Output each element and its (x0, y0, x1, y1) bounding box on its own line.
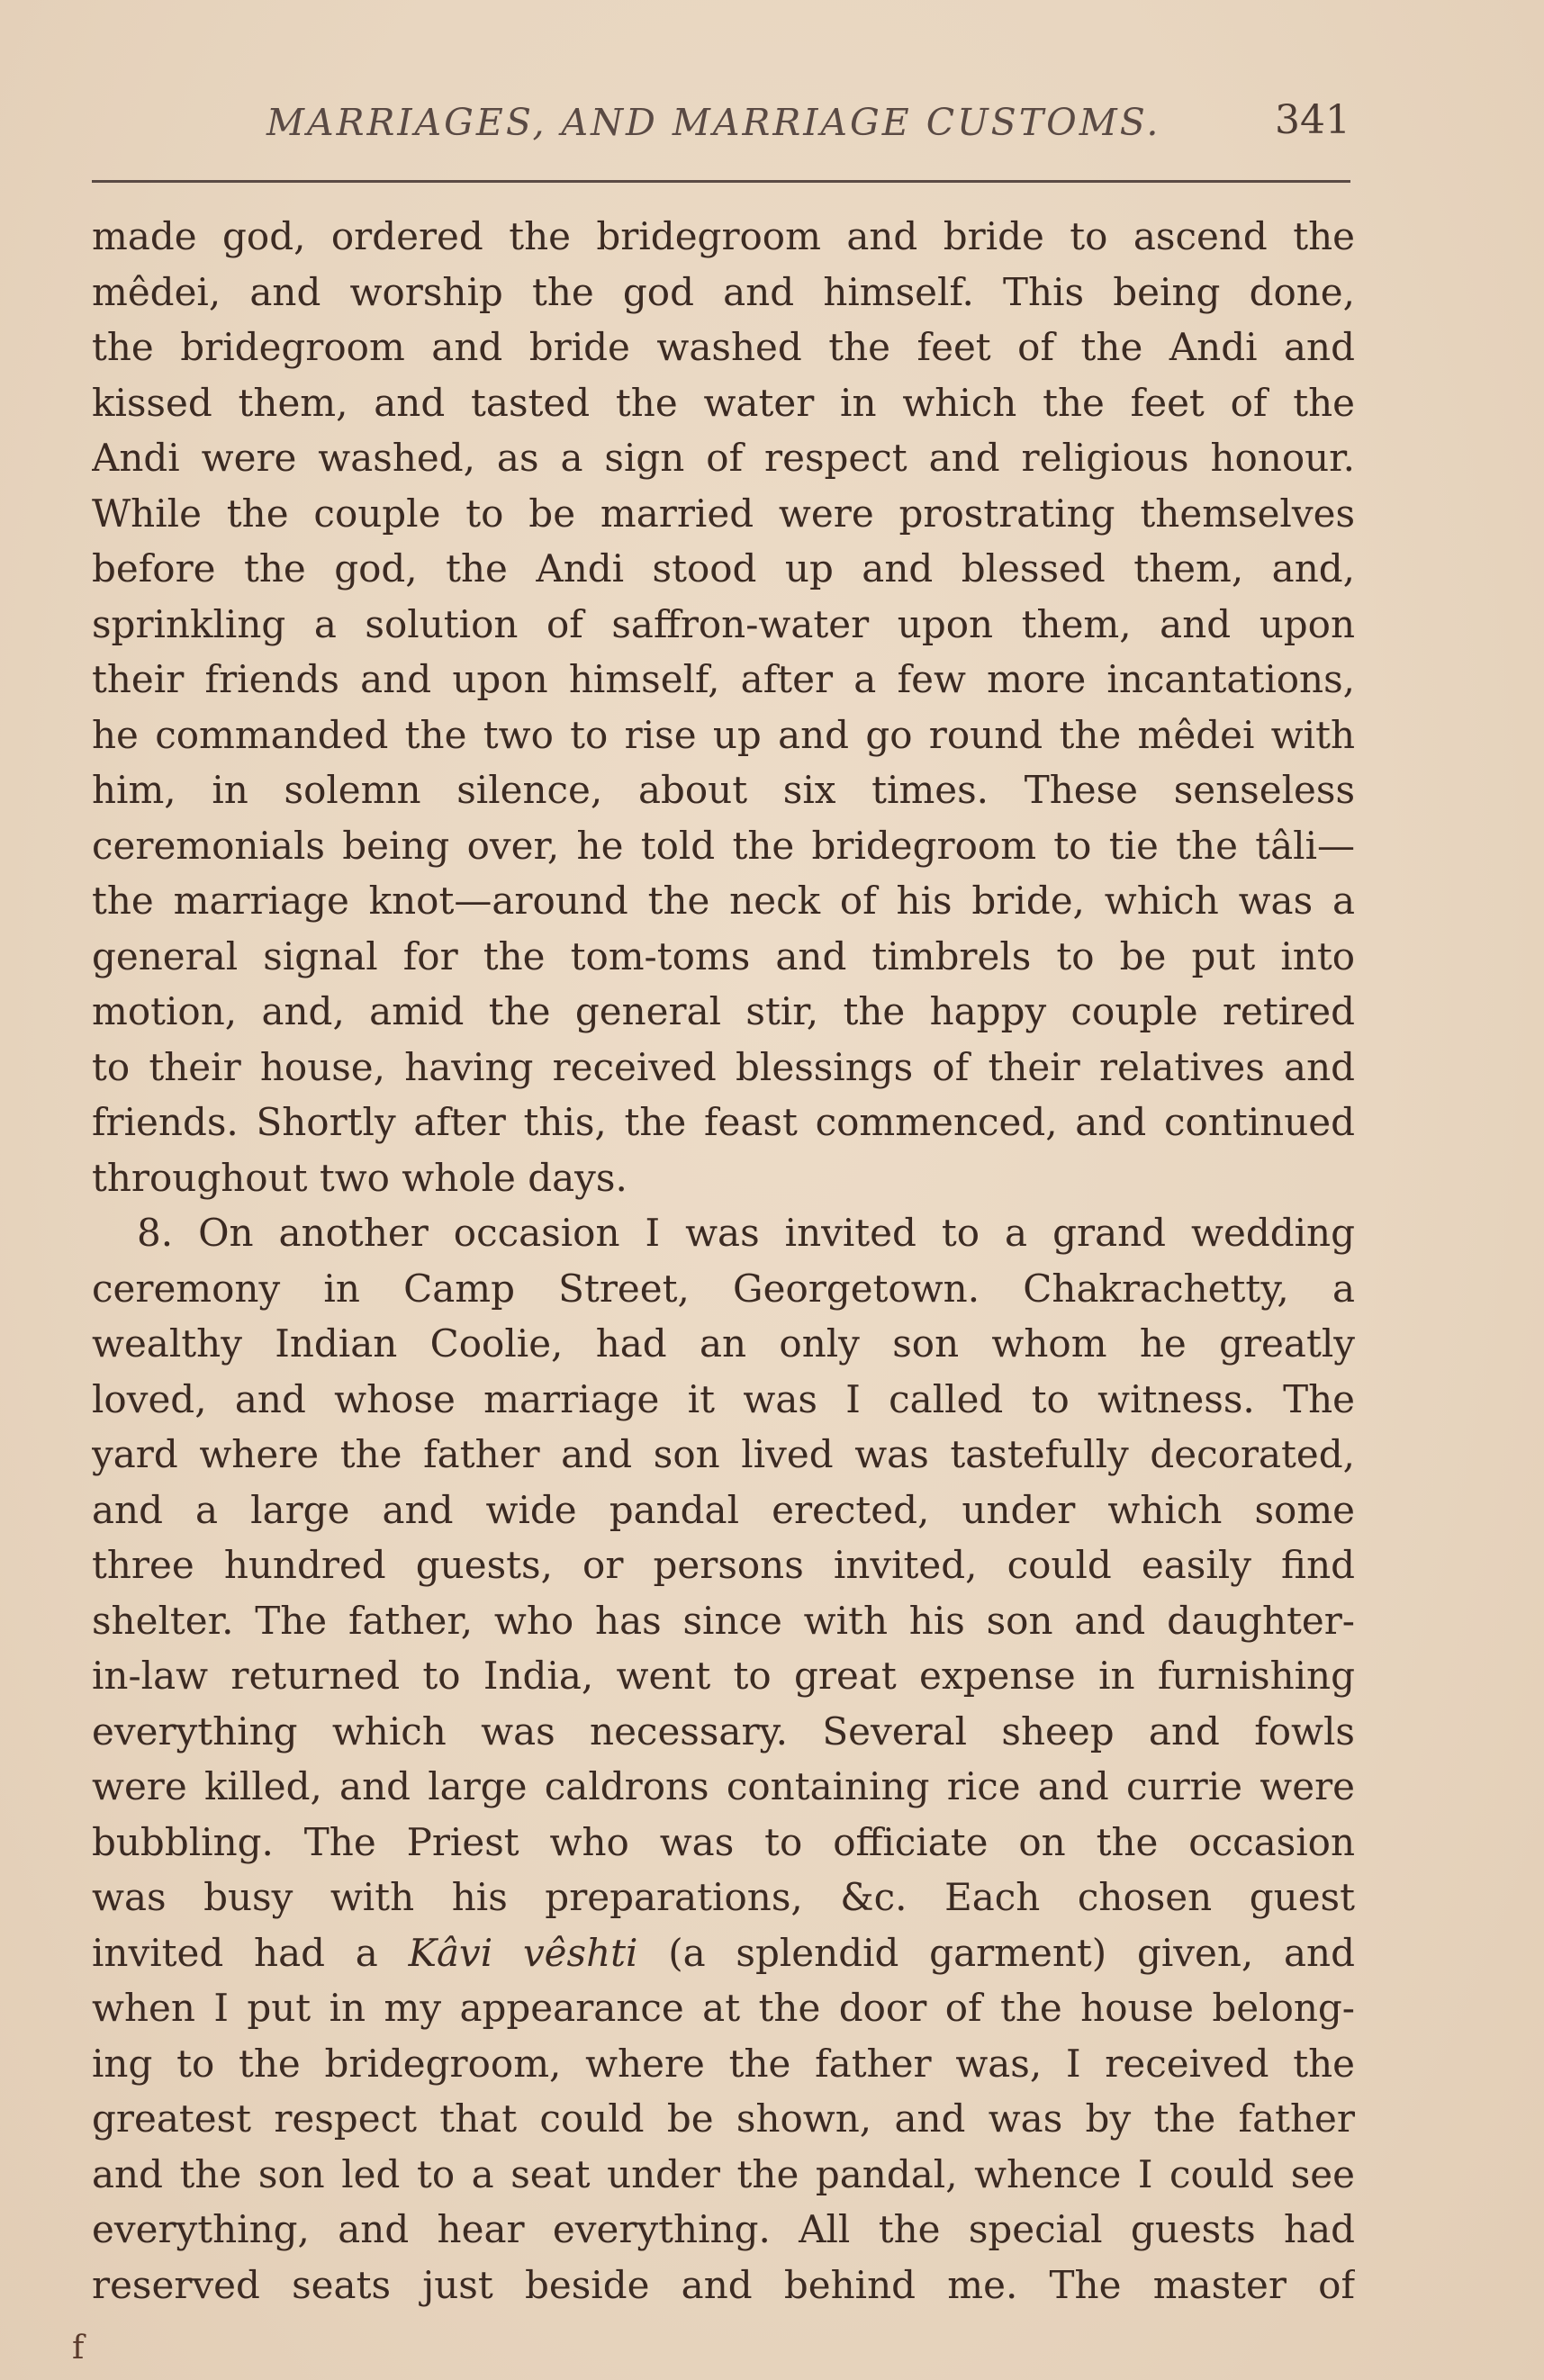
header-rule (92, 180, 1350, 183)
text-span: (a splendid garment) given, and (668, 1930, 1355, 1975)
text-line: greatest respect that could be shown, and was by the father (92, 2096, 1355, 2141)
text-line: mêdei, and worship the god and himself. This being done, (92, 269, 1355, 314)
text-line: the marriage knot—around the neck of his bride, which was a (92, 879, 1355, 923)
text-line: in-law returned to India, went to great expense in furnishing (92, 1654, 1355, 1698)
text-line: motion, and, amid the general stir, the happy couple retired (92, 989, 1355, 1033)
text-line: before the god, the Andi stood up and blessed them, and, (92, 546, 1355, 590)
text-line: three hundred guests, or persons invited, could easily find (92, 1543, 1355, 1587)
text-line: friends. Shortly after this, the feast commenced, and continued (92, 1100, 1355, 1144)
text-line: and a large and wide pandal erected, under which some (92, 1487, 1355, 1532)
text-line: everything which was necessary. Several sheep and fowls (92, 1708, 1355, 1753)
text-line: sprinkling a solution of saffron-water upon them, and upon (92, 601, 1355, 646)
paragraph-start-line: 8. On another occasion I was invited to a grand wedding (137, 1211, 1355, 1255)
text-span: invited had a (92, 1930, 378, 1975)
text-line: the bridegroom and bride washed the feet of the Andi and (92, 325, 1355, 369)
body-text (92, 209, 1355, 2312)
text-line: and the son led to a seat under the pandal, whence I could see (92, 2151, 1355, 2196)
text-line: everything, and hear everything. All the special guests had (92, 2207, 1355, 2251)
text-line: loved, and whose marriage it was I called to witness. The (92, 1376, 1355, 1421)
text-line: reserved seats just beside and behind me. The master of (92, 2262, 1355, 2307)
text-line: were killed, and large caldrons containing rice and currie were (92, 1764, 1355, 1808)
text-line-with-italic (92, 1925, 1355, 1981)
signature-mark: f (72, 2330, 85, 2366)
text-line: wealthy Indian Coolie, had an only son whom he greatly (92, 1321, 1355, 1366)
text-line: their friends and upon himself, after a few more incantations, (92, 657, 1355, 701)
text-line: made god, ordered the bridegroom and bride to ascend the (92, 214, 1355, 258)
text-line: yard where the father and son lived was tastefully decorated, (92, 1432, 1355, 1476)
text-line: kissed them, and tasted the water in which the feet of the (92, 380, 1355, 425)
page-number: 341 (1275, 97, 1350, 143)
text-line: ceremony in Camp Street, Georgetown. Chakrachetty, a (92, 1266, 1355, 1311)
text-line: ceremonials being over, he told the bridegroom to tie the tâli— (92, 823, 1355, 868)
text-line: was busy with his preparations, &c. Each chosen guest (92, 1875, 1355, 1919)
text-line: bubbling. The Priest who was to officiate on the occasion (92, 1819, 1355, 1864)
text-line: ing to the bridegroom, where the father was, I received the (92, 2041, 1355, 2086)
text-line: shelter. The father, who has since with his son and daughter- (92, 1598, 1355, 1643)
text-line: him, in solemn silence, about six times. These senseless (92, 768, 1355, 812)
running-head: MARRIAGES, AND MARRIAGE CUSTOMS. (266, 101, 1161, 144)
text-line: when I put in my appearance at the door of the house belong- (92, 1986, 1355, 2030)
paragraph-end-line: throughout two whole days. (92, 1155, 628, 1200)
text-line: Andi were washed, as a sign of respect and religious honour. (92, 436, 1355, 480)
italic-term: Kâvi vêshti (408, 1930, 638, 1975)
text-line: he commanded the two to rise up and go round the mêdei with (92, 712, 1355, 757)
text-line: While the couple to be married were prostrating themselves (92, 491, 1355, 536)
text-line: general signal for the tom-toms and timbrels to be put into (92, 933, 1355, 978)
text-line: to their house, having received blessings of their relatives and (92, 1044, 1355, 1089)
